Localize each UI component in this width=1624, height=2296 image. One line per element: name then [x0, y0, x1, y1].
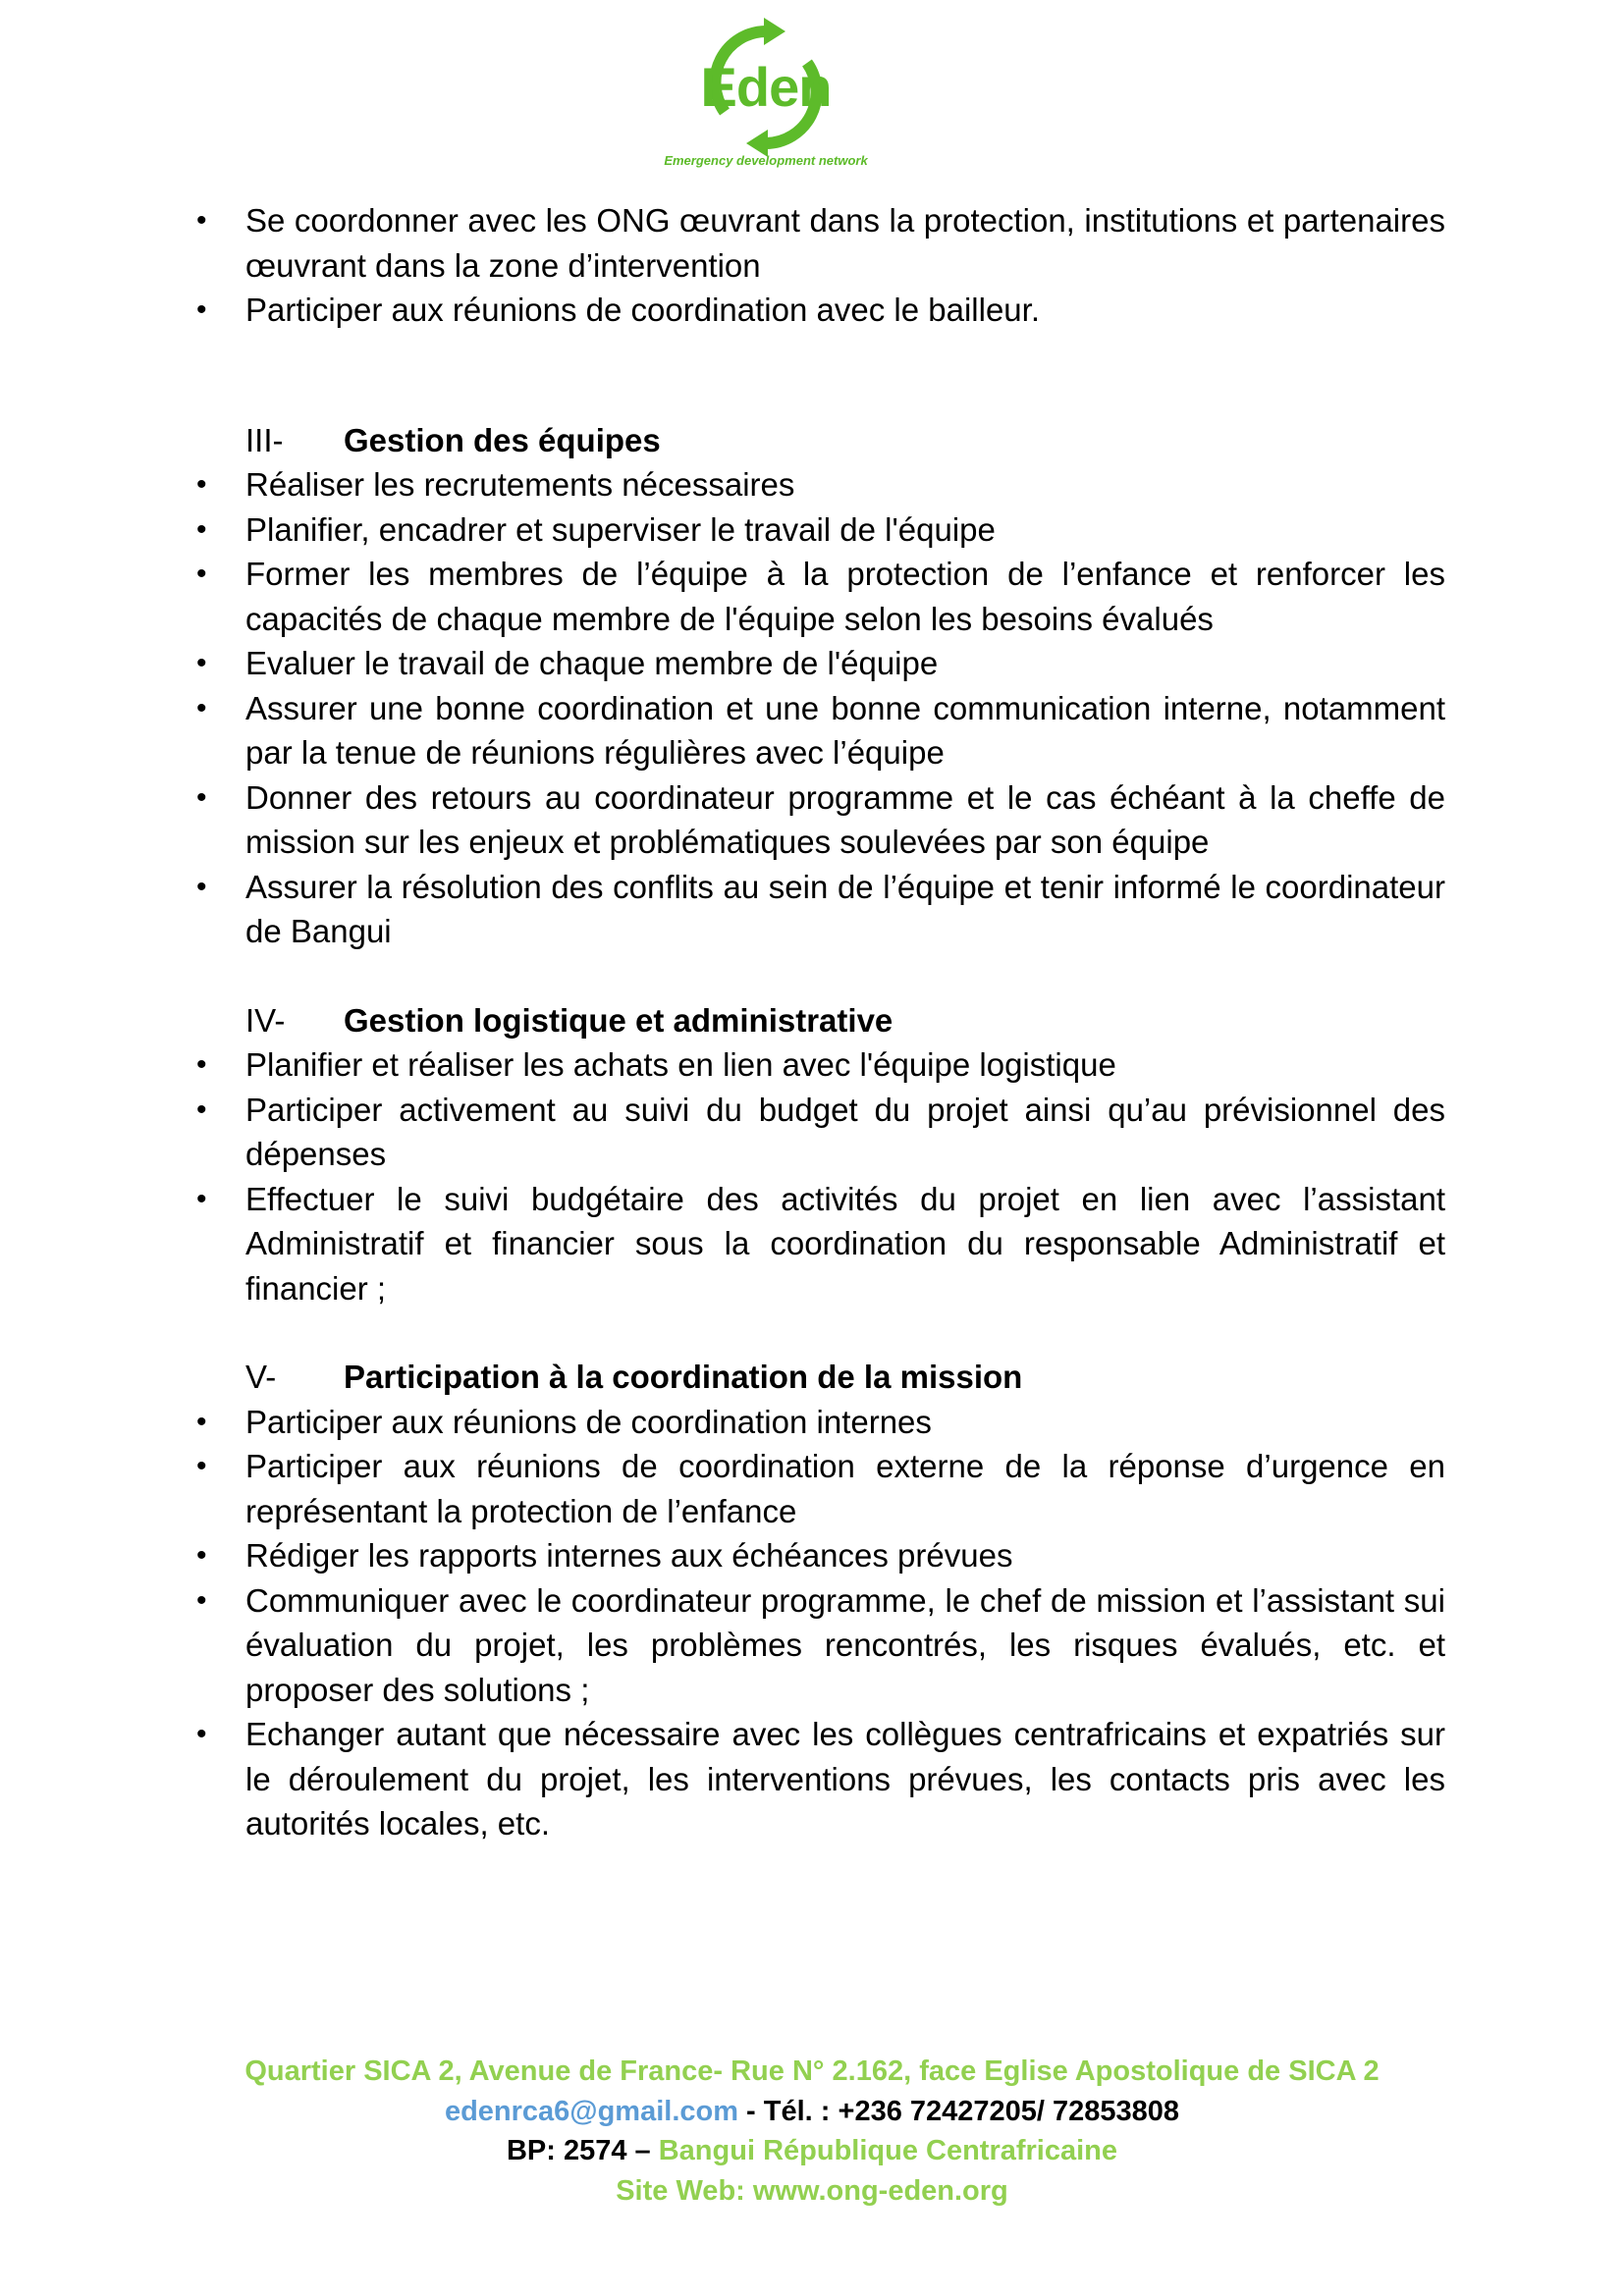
- section-number: III-: [245, 421, 284, 458]
- list-item: • Rédiger les rapports internes aux échéances prévues: [196, 1533, 1445, 1578]
- footer-phone: Tél. : +236 72427205/ 72853808: [763, 2095, 1180, 2127]
- footer-bp: BP: 2574 –: [506, 2135, 659, 2166]
- list-item: • Planifier, encadrer et superviser le travail de l'équipe: [196, 507, 1445, 553]
- list-item: • Se coordonner avec les ONG œuvrant dans la protection, institutions et partenaires œuvrant dans la zone d’intervention: [196, 198, 1445, 288]
- logo-name: Eden: [700, 56, 832, 118]
- section-title: Participation à la coordination de la mission: [344, 1359, 1023, 1395]
- section-title: Gestion des équipes: [344, 421, 661, 458]
- list-item: • Effectuer le suivi budgétaire des activités du projet en lien avec l’assistant Administratif et financier sous la coordination du responsable Administratif et financier ;: [196, 1177, 1445, 1311]
- list-item: • Communiquer avec le coordinateur programme, le chef de mission et l’assistant sui évaluation du projet, les problèmes rencontrés, les risques évalués, etc. et proposer des solutions ;: [196, 1578, 1445, 1713]
- footer-website-link[interactable]: Site Web: www.ong-eden.org: [616, 2174, 1008, 2207]
- list-item: • Planifier et réaliser les achats en lien avec l'équipe logistique: [196, 1042, 1445, 1088]
- footer-location-line: [0, 2131, 1624, 2171]
- list-item: • Participer aux réunions de coordination externe de la réponse d’urgence en représentant la protection de l’enfance: [196, 1444, 1445, 1533]
- footer-contact-line: [0, 2092, 1624, 2132]
- footer-email-link[interactable]: edenrca6@gmail.com: [444, 2095, 738, 2127]
- list-item: • Participer activement au suivi du budget du projet ainsi qu’au prévisionnel des dépenses: [196, 1088, 1445, 1177]
- section-v-list: [196, 1400, 1445, 1846]
- footer-address: Quartier SICA 2, Avenue de France- Rue N° 2.162, face Eglise Apostolique de SICA 2: [244, 2056, 1380, 2087]
- list-item: • Echanger autant que nécessaire avec les collègues centrafricains et expatriés sur le déroulement du projet, les interventions prévues, les contacts pris avec les autorités locales, etc.: [196, 1712, 1445, 1846]
- section-iv-list: [196, 1042, 1445, 1310]
- section-number: V-: [245, 1359, 277, 1395]
- section-heading-iii: [196, 418, 1445, 463]
- list-item: • Assurer une bonne coordination et une bonne communication interne, notamment par la tenue de réunions régulières avec l’équipe: [196, 686, 1445, 775]
- document-body: [196, 198, 1445, 1846]
- list-item: • Evaluer le travail de chaque membre de l'équipe: [196, 641, 1445, 686]
- list-item: • Réaliser les recrutements nécessaires: [196, 462, 1445, 507]
- section-iii-list: [196, 462, 1445, 954]
- list-item: • Participer aux réunions de coordination internes: [196, 1400, 1445, 1445]
- list-item: • Assurer la résolution des conflits au sein de l’équipe et tenir informé le coordinateur de Bangui: [196, 865, 1445, 954]
- section-heading-v: [196, 1355, 1445, 1400]
- list-item: • Former les membres de l’équipe à la protection de l’enfance et renforcer les capacités de chaque membre de l'équipe selon les besoins évalués: [196, 552, 1445, 641]
- section-heading-iv: [196, 998, 1445, 1043]
- logo-tagline: Emergency development network: [664, 153, 868, 168]
- footer-city: Bangui République Centrafricaine: [658, 2135, 1118, 2166]
- eden-logo: [648, 12, 884, 179]
- list-item: • Donner des retours au coordinateur programme et le cas échéant à la cheffe de mission sur les enjeux et problématiques soulevées par son équipe: [196, 775, 1445, 865]
- section-title: Gestion logistique et administrative: [344, 1001, 893, 1039]
- footer-separator: -: [738, 2095, 764, 2127]
- intro-list: [196, 198, 1445, 333]
- section-number: IV-: [245, 1001, 286, 1039]
- page-footer: [0, 2052, 1624, 2211]
- list-item: • Participer aux réunions de coordination avec le bailleur.: [196, 288, 1445, 333]
